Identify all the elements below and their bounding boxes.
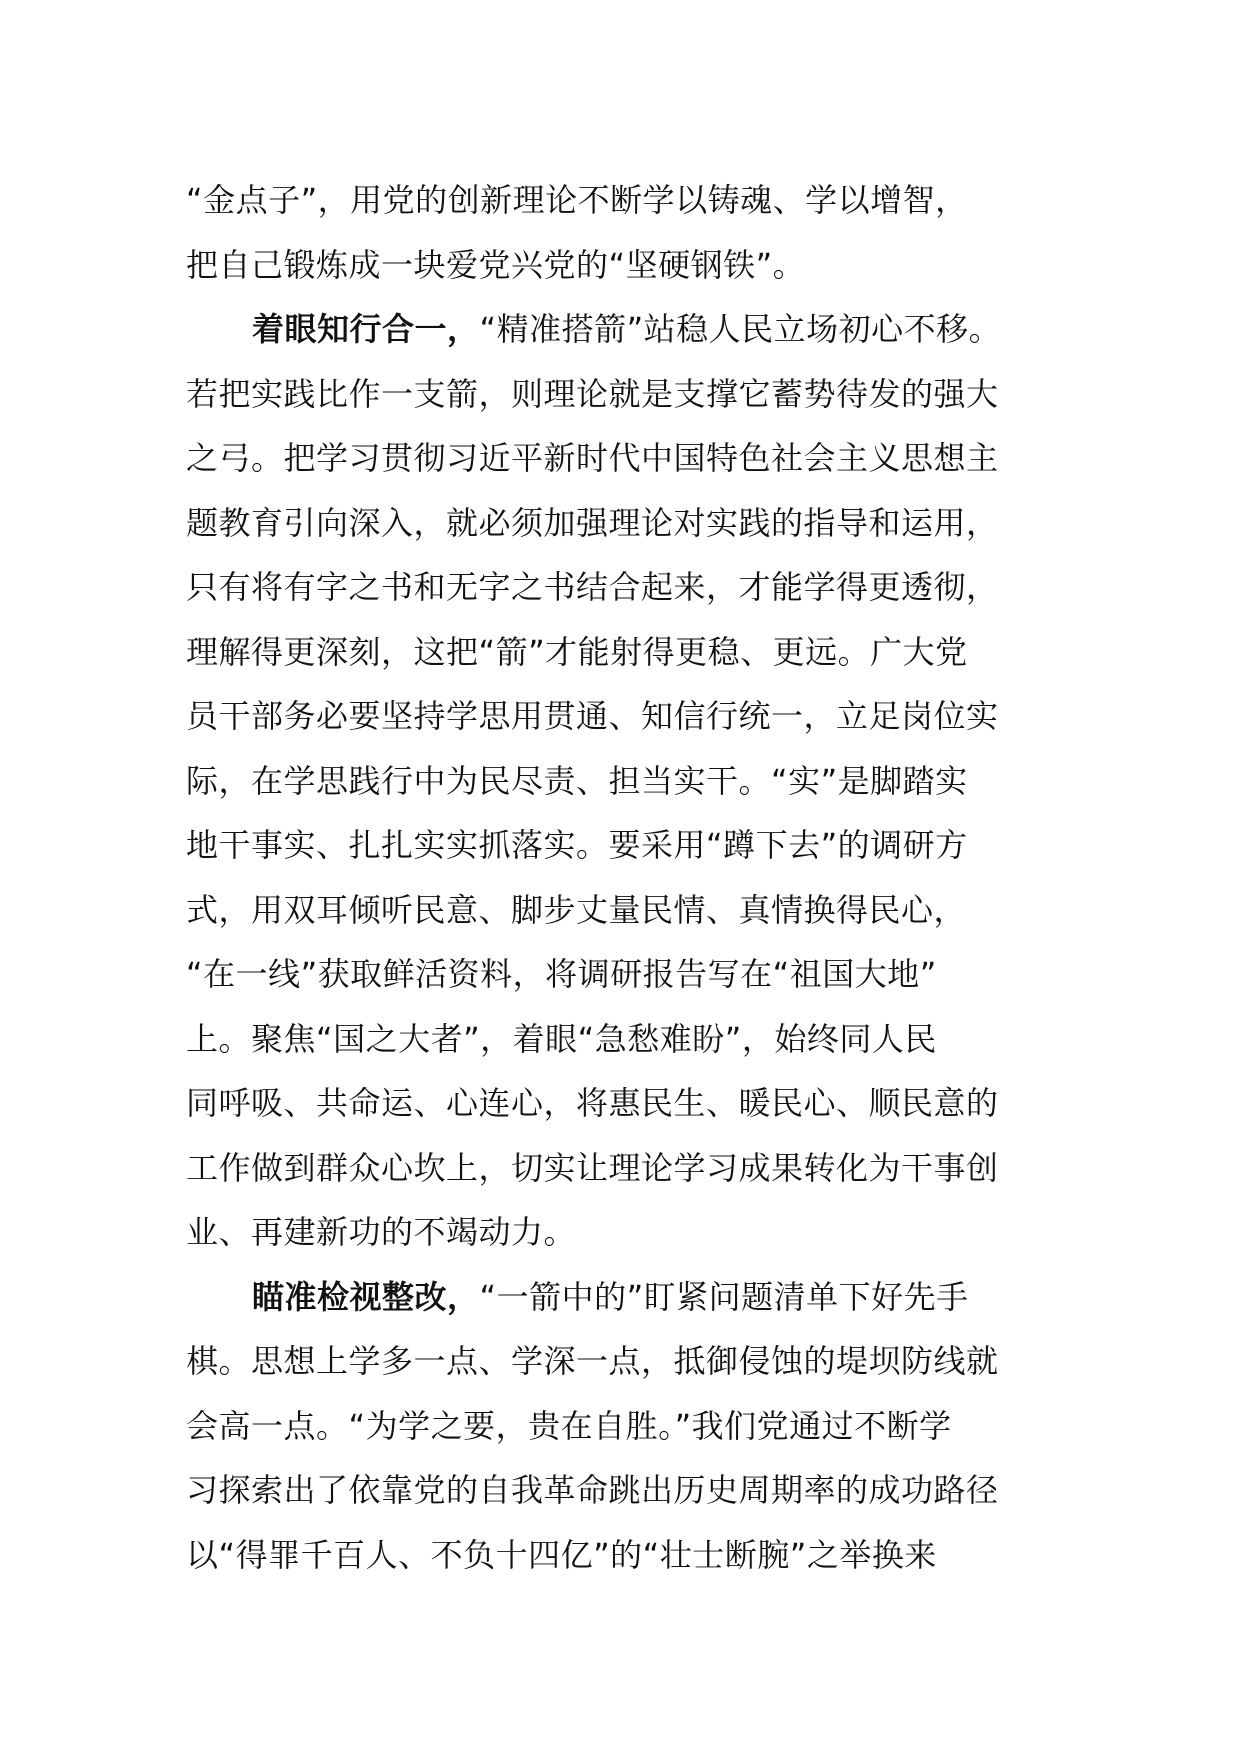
- text-line: 同呼吸、共命运、心连心，将惠民生、暖民心、顺民意的: [186, 1084, 999, 1122]
- text-line: 际，在学思践行中为民尽责、担当实干。“实”是脚踏实: [186, 761, 968, 800]
- text-line: 会高一点。“为学之要，贵在自胜。”我们党通过不断学: [186, 1406, 952, 1445]
- text-line: “在一线”获取鲜活资料，将调研报告写在“祖国大地”: [186, 955, 937, 993]
- text-line: 工作做到群众心坎上，切实让理论学习成果转化为干事创: [186, 1148, 999, 1187]
- text-line: 习探索出了依靠党的自我革命跳出历史周期率的成功路径: [186, 1471, 999, 1509]
- text-line: 若把实践比作一支箭，则理论就是支撑它蓄势待发的强大: [186, 374, 999, 413]
- body-text: [186, 168, 1066, 1587]
- paragraph-start-line: [186, 297, 1066, 362]
- text-line: 之弓。把学习贯彻习近平新时代中国特色社会主义思想主: [186, 439, 999, 477]
- text-line: 业、再建新功的不竭动力。: [186, 1213, 577, 1251]
- text-line: 式，用双耳倾听民意、脚步丈量民情、真情换得民心，: [186, 890, 967, 929]
- paragraph-heading: 瞄准检视整改，: [252, 1277, 480, 1316]
- text-line: 只有将有字之书和无字之书结合起来，才能学得更透彻，: [186, 568, 999, 606]
- text-line: 上。聚焦“国之大者”，着眼“急愁难盼”，始终同人民: [186, 1019, 937, 1058]
- text-line: 地干事实、扎扎实实抓落实。要采用“蹲下去”的调研方: [186, 826, 968, 864]
- paragraph-heading-rest: “精准搭箭”站稳人民立场初心不移。: [479, 310, 1002, 348]
- text-line: 以“得罪千百人、不负十四亿”的“壮士断腕”之举换来: [186, 1535, 937, 1574]
- paragraph-start-line: [186, 1265, 1066, 1330]
- text-line: 题教育引向深入，就必须加强理论对实践的指导和运用，: [186, 503, 999, 542]
- text-line: 员干部务必要坚持学思用贯通、知信行统一，立足岗位实: [186, 697, 999, 735]
- paragraph-heading-rest: “一箭中的”盯紧问题清单下好先手: [479, 1277, 969, 1316]
- text-line: “金点子”，用党的创新理论不断学以铸魂、学以增智，: [186, 181, 968, 219]
- text-line: 棋。思想上学多一点、学深一点，抵御侵蚀的堤坝防线就: [186, 1342, 999, 1380]
- text-line: 把自己锻炼成一块爱党兴党的“坚硬钢铁”。: [186, 245, 806, 284]
- paragraph-heading: 着眼知行合一，: [252, 310, 480, 348]
- text-line: 理解得更深刻，这把“箭”才能射得更稳、更远。广大党: [186, 632, 968, 671]
